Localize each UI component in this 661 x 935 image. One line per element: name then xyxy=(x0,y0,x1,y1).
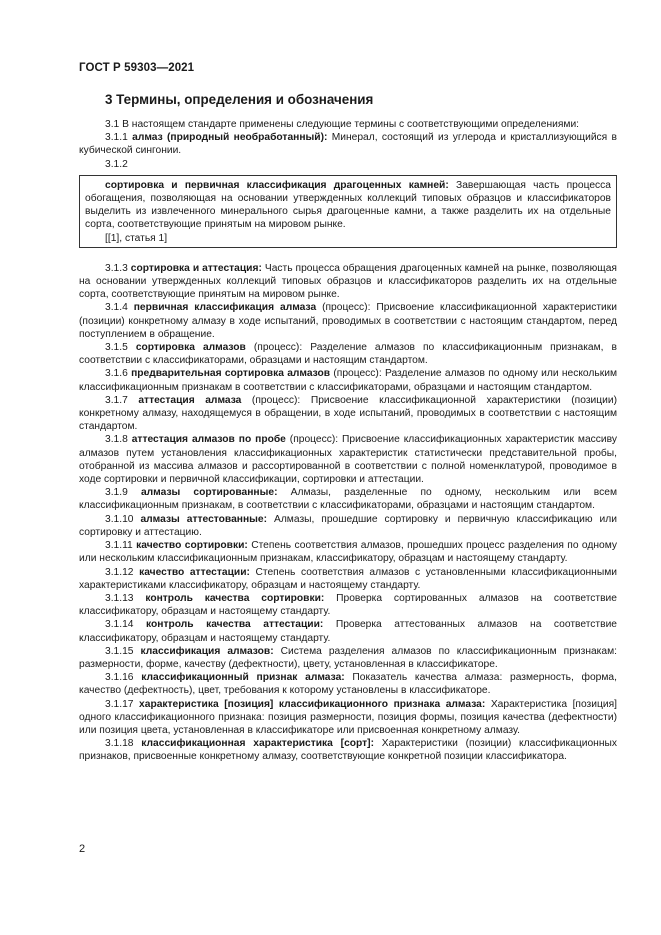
page-number: 2 xyxy=(79,843,86,855)
term-definition: Алмазы, прошедшие сортировку и первичную классификацию или сортировку и аттестацию. xyxy=(79,513,617,538)
term-number: 3.1.16 xyxy=(105,672,142,684)
term-definition: Проверка аттестованных алмазов на соответствие классификатору, образцам и настоящему стандарту. xyxy=(79,619,617,644)
term-item xyxy=(79,592,617,618)
term-definition: Завершающая часть процесса обогащения, позволяющая на основании утвержденных коллекций типовых образцов и классификаторов выделить из извлеченного минерального сырья драгоценные камни, а также разделить их на отдельные сорта, соответствующие принятым на мировом рынке. xyxy=(85,179,611,231)
term-item xyxy=(79,433,617,486)
term-number: 3.1.12 xyxy=(105,566,140,578)
term-definition: Проверка сортированных алмазов на соответствие классификатору, образцам и настоящему стандарту. xyxy=(79,592,617,618)
term-number: 3.1.10 xyxy=(105,513,141,525)
term-name: алмазы сортированные: xyxy=(140,487,278,499)
term-item xyxy=(79,618,617,644)
term-definition: Система разделения алмазов по классификационным признакам: размерности, форме, качеству (дефектности), цвету, установленная в классификаторе. xyxy=(79,645,617,670)
term-item xyxy=(79,301,617,341)
term-number: 3.1.5 xyxy=(105,342,136,354)
term-definition: Характеристики (позиции) классификационных признаков, присвоенные конкретному алмазу, соответствующие конкретной позиции классификатора. xyxy=(79,738,617,763)
term-definition: (процесс): Присвоение классификационной характеристики (позиции) конкретному алмазу, находящемуся в обращении, в ходе испытаний, проводимых в соответствии с настоящим стандартом. xyxy=(79,394,617,433)
term-item xyxy=(79,671,617,697)
term-definition: Показатель качества алмаза: размерность, форма, качество (дефектность), цвет, требования к которому установлены в классификаторе. xyxy=(79,672,617,697)
term-name: аттестация алмазов по пробе xyxy=(131,434,286,446)
term-name: классификационная характеристика [сорт]: xyxy=(141,738,375,750)
term-name: сортировка алмазов xyxy=(135,342,246,354)
term-number: 3.1.6 xyxy=(105,368,132,380)
term-number: 3.1.1 xyxy=(105,132,133,144)
term-name: классификационный признак алмаза: xyxy=(141,672,345,684)
term-item xyxy=(79,645,617,671)
term-3-1-2-number: 3.1.2 xyxy=(105,158,128,170)
term-definition: Степень соответствия алмазов с установленными классификационными характеристиками классификатору, образцам и настоящему стандарту. xyxy=(79,566,617,591)
term-name: контроль качества аттестации: xyxy=(146,619,324,631)
term-definition: Характеристика [позиция] одного классификационного признака: позиция размерности, позиция формы, позиция качества (дефектности) или позиция цвета, установленная в классификаторе или присвоенная конкретному алмазу. xyxy=(79,698,617,736)
term-number: 3.1.11 xyxy=(105,540,137,552)
term-item xyxy=(79,341,617,367)
term-number: 3.1.4 xyxy=(105,302,134,314)
term-name: контроль качества сортировки: xyxy=(145,592,325,604)
term-definition: (процесс): Разделение алмазов по классификационным признакам, в соответствии с классификаторами, образцами и настоящим стандартом. xyxy=(79,342,617,367)
term-definition: Часть процесса обращения драгоценных камней на рынке, позволяющая на основании утвержденных коллекций типовых образцов и классификаторов разделить их на отдельные сорта, соответствующие принятым на мировом рынке. xyxy=(79,262,617,301)
term-number: 3.1.3 xyxy=(105,262,131,274)
terms-list xyxy=(79,262,617,764)
term-3-1-2-box xyxy=(79,175,617,248)
document-body xyxy=(79,118,617,764)
term-number: 3.1.14 xyxy=(105,619,147,631)
term-item xyxy=(79,394,617,434)
term-number: 3.1.17 xyxy=(105,698,140,710)
term-number: 3.1.9 xyxy=(105,487,141,499)
term-name: алмазы аттестованные: xyxy=(140,513,268,525)
term-name: сортировка и аттестация: xyxy=(130,262,262,274)
term-definition: Алмазы, разделенные по одному, нескольким или всем классификационным признакам, в соответствии с классификаторами, образцами и настоящим стандартом. xyxy=(79,487,617,512)
intro-paragraph: 3.1 В настоящем стандарте применены следующие термины с соответствующими определениями: xyxy=(105,119,580,130)
term-item xyxy=(79,698,617,738)
term-name: алмаз (природный необработанный): xyxy=(132,132,328,144)
term-item xyxy=(79,737,617,763)
term-definition: (процесс): Присвоение классификационных характеристик массиву алмазов путем установления классификационных характеристик статистически представительной пробы, отобранной из массива алмазов и рассортированной в соответствии с полной номенклатурой, проводимое в ходе сортировки и первичной классификации, сортировки и аттестации. xyxy=(79,434,617,486)
term-item xyxy=(79,566,617,592)
term-name: сортировка и первичная классификация драгоценных камней: xyxy=(105,179,449,191)
term-item xyxy=(79,539,617,565)
term-number: 3.1.18 xyxy=(105,738,142,750)
term-number: 3.1.7 xyxy=(105,394,139,406)
term-definition: (процесс): Разделение алмазов по одному или нескольким классификационным признакам в соответствии с классификаторами, образцами и настоящим стандартом. xyxy=(79,368,617,393)
term-name: предварительная сортировка алмазов xyxy=(131,368,331,380)
term-name: классификация алмазов: xyxy=(140,645,274,657)
term-number: 3.1.15 xyxy=(105,645,141,657)
section-title: 3 Термины, определения и обозначения xyxy=(105,92,374,107)
term-3-1-2 xyxy=(85,179,611,232)
term-definition: Минерал, состоящий из углерода и кристаллизующийся в кубической сингонии. xyxy=(79,132,617,157)
term-number: 3.1.13 xyxy=(105,592,146,604)
term-reference: [[1], статья 1] xyxy=(105,232,168,244)
term-definition: Степень соответствия алмазов, прошедших процесс разделения по одному или нескольким классификационным признакам, классификатору, образцам и настоящему стандарту. xyxy=(79,540,618,565)
term-item xyxy=(79,486,617,512)
term-name: характеристика [позиция] классификационного признака алмаза: xyxy=(139,698,486,710)
term-number: 3.1.8 xyxy=(105,434,132,446)
term-item xyxy=(79,262,617,302)
term-name: аттестация алмаза xyxy=(138,394,242,406)
term-name: первичная классификация алмаза xyxy=(133,302,317,314)
term-definition: (процесс): Присвоение классификационной характеристики (позиции) конкретному алмазу в ходе испытаний, проводимых в соответствии с настоящим стандартом, перед поступлением в обращение. xyxy=(79,302,617,340)
term-item xyxy=(79,367,617,393)
document-header: ГОСТ Р 59303—2021 xyxy=(79,62,195,74)
term-3-1-1 xyxy=(79,131,617,157)
term-name: качество сортировки: xyxy=(136,540,248,552)
term-item xyxy=(79,513,617,539)
term-name: качество аттестации: xyxy=(139,566,250,578)
